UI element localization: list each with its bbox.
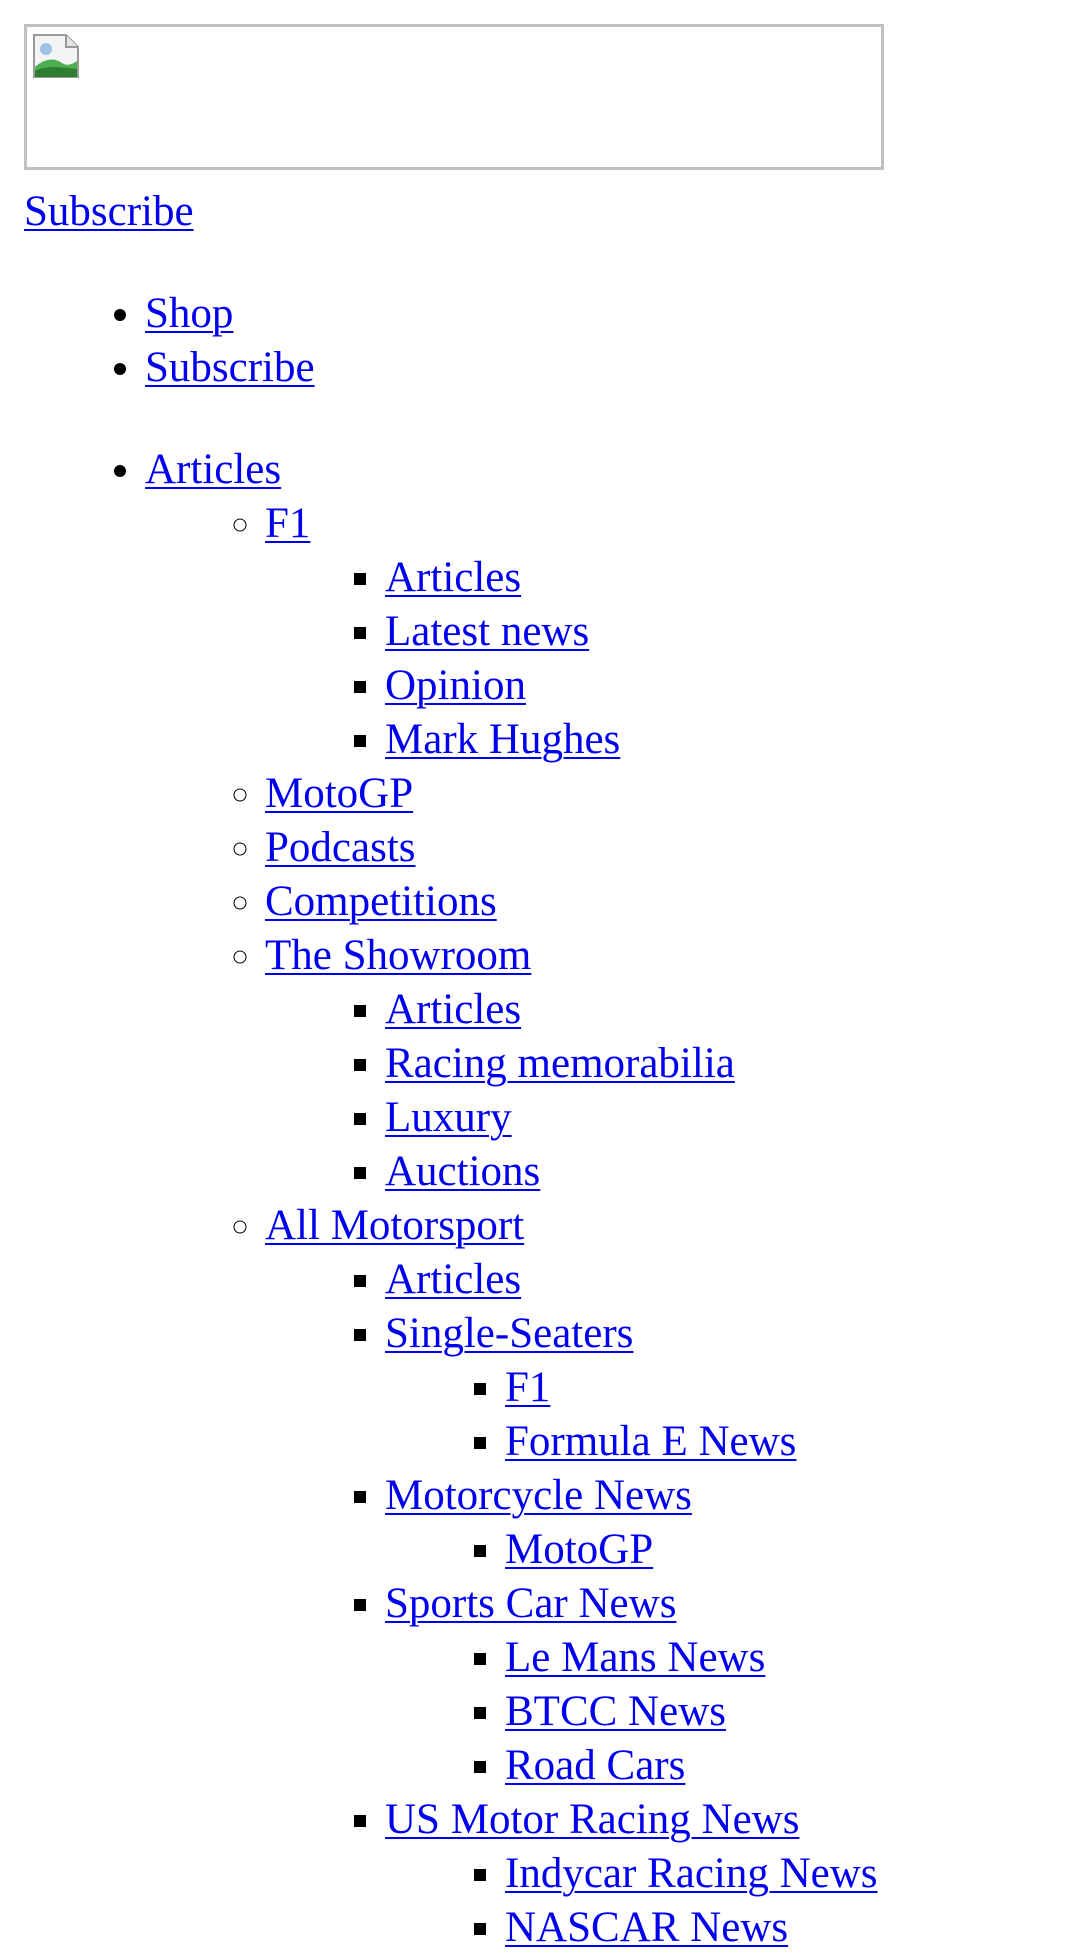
list-item (385, 605, 878, 659)
list-item (385, 983, 878, 1037)
nav-item-podcasts (265, 821, 878, 875)
articles-submenu (145, 497, 878, 1955)
list-item (385, 1253, 878, 1307)
nascar-news-link[interactable]: NASCAR News (505, 1904, 789, 1951)
list-item (385, 659, 878, 713)
list-item (505, 1847, 878, 1901)
single-seaters-f1-link[interactable]: F1 (505, 1364, 551, 1411)
podcasts-link[interactable]: Podcasts (265, 824, 416, 871)
us-racing-submenu (385, 1847, 878, 1955)
motogp-link[interactable]: MotoGP (265, 770, 414, 817)
showroom-articles-link[interactable]: Articles (385, 986, 522, 1033)
broken-image-icon (32, 33, 80, 79)
btcc-news-link[interactable]: BTCC News (505, 1688, 726, 1735)
list-item (505, 1685, 878, 1739)
utility-nav (0, 287, 315, 395)
shop-link[interactable]: Shop (145, 290, 234, 337)
showroom-submenu (265, 983, 878, 1199)
showroom-link[interactable]: The Showroom (265, 932, 532, 979)
nav-item-motogp (265, 767, 878, 821)
motorcycle-motogp-link[interactable]: MotoGP (505, 1526, 654, 1573)
all-motorsport-submenu (265, 1253, 878, 1955)
nav-item-competitions (265, 875, 878, 929)
f1-latest-news-link[interactable]: Latest news (385, 608, 590, 655)
formula-e-news-link[interactable]: Formula E News (505, 1418, 797, 1465)
header-subscribe-link[interactable]: Subscribe (24, 188, 194, 235)
list-item (385, 713, 878, 767)
list-item (385, 1091, 878, 1145)
nav-item-showroom (265, 929, 878, 1199)
main-nav (0, 443, 878, 1955)
list-item (385, 551, 878, 605)
list-item (505, 1739, 878, 1793)
racing-memorabilia-link[interactable]: Racing memorabilia (385, 1040, 735, 1087)
list-item (505, 1415, 878, 1469)
nav-item-us-motor-racing-news (385, 1793, 878, 1955)
f1-opinion-link[interactable]: Opinion (385, 662, 526, 709)
f1-link[interactable]: F1 (265, 500, 311, 547)
motorcycle-news-link[interactable]: Motorcycle News (385, 1472, 692, 1519)
list-item (505, 1631, 878, 1685)
sports-car-submenu (385, 1631, 878, 1793)
nav-item-all-motorsport (265, 1199, 878, 1955)
list-item (505, 1901, 878, 1955)
site-logo-link[interactable] (24, 24, 884, 170)
sports-car-news-link[interactable]: Sports Car News (385, 1580, 677, 1627)
nav-item-f1 (265, 497, 878, 767)
le-mans-news-link[interactable]: Le Mans News (505, 1634, 766, 1681)
all-motorsport-link[interactable]: All Motorsport (265, 1202, 525, 1249)
list-item (505, 1361, 878, 1415)
articles-link[interactable]: Articles (145, 446, 282, 493)
nav-item-articles (145, 443, 878, 1955)
util-nav-item-subscribe (145, 341, 315, 395)
nav-item-motorcycle-news (385, 1469, 878, 1577)
list-item (385, 1145, 878, 1199)
road-cars-link[interactable]: Road Cars (505, 1742, 686, 1789)
all-motorsport-articles-link[interactable]: Articles (385, 1256, 522, 1303)
list-item (505, 1523, 878, 1577)
list-item (385, 1037, 878, 1091)
indycar-racing-news-link[interactable]: Indycar Racing News (505, 1850, 878, 1897)
f1-articles-link[interactable]: Articles (385, 554, 522, 601)
auctions-link[interactable]: Auctions (385, 1148, 541, 1195)
f1-mark-hughes-link[interactable]: Mark Hughes (385, 716, 621, 763)
single-seaters-submenu (385, 1361, 878, 1469)
subscribe-link[interactable]: Subscribe (145, 344, 315, 391)
single-seaters-link[interactable]: Single-Seaters (385, 1310, 634, 1357)
motorcycle-submenu (385, 1523, 878, 1577)
nav-item-sports-car-news (385, 1577, 878, 1793)
nav-item-single-seaters (385, 1307, 878, 1469)
f1-submenu (265, 551, 878, 767)
us-motor-racing-news-link[interactable]: US Motor Racing News (385, 1796, 800, 1843)
util-nav-item-shop (145, 287, 315, 341)
luxury-link[interactable]: Luxury (385, 1094, 512, 1141)
competitions-link[interactable]: Competitions (265, 878, 497, 925)
